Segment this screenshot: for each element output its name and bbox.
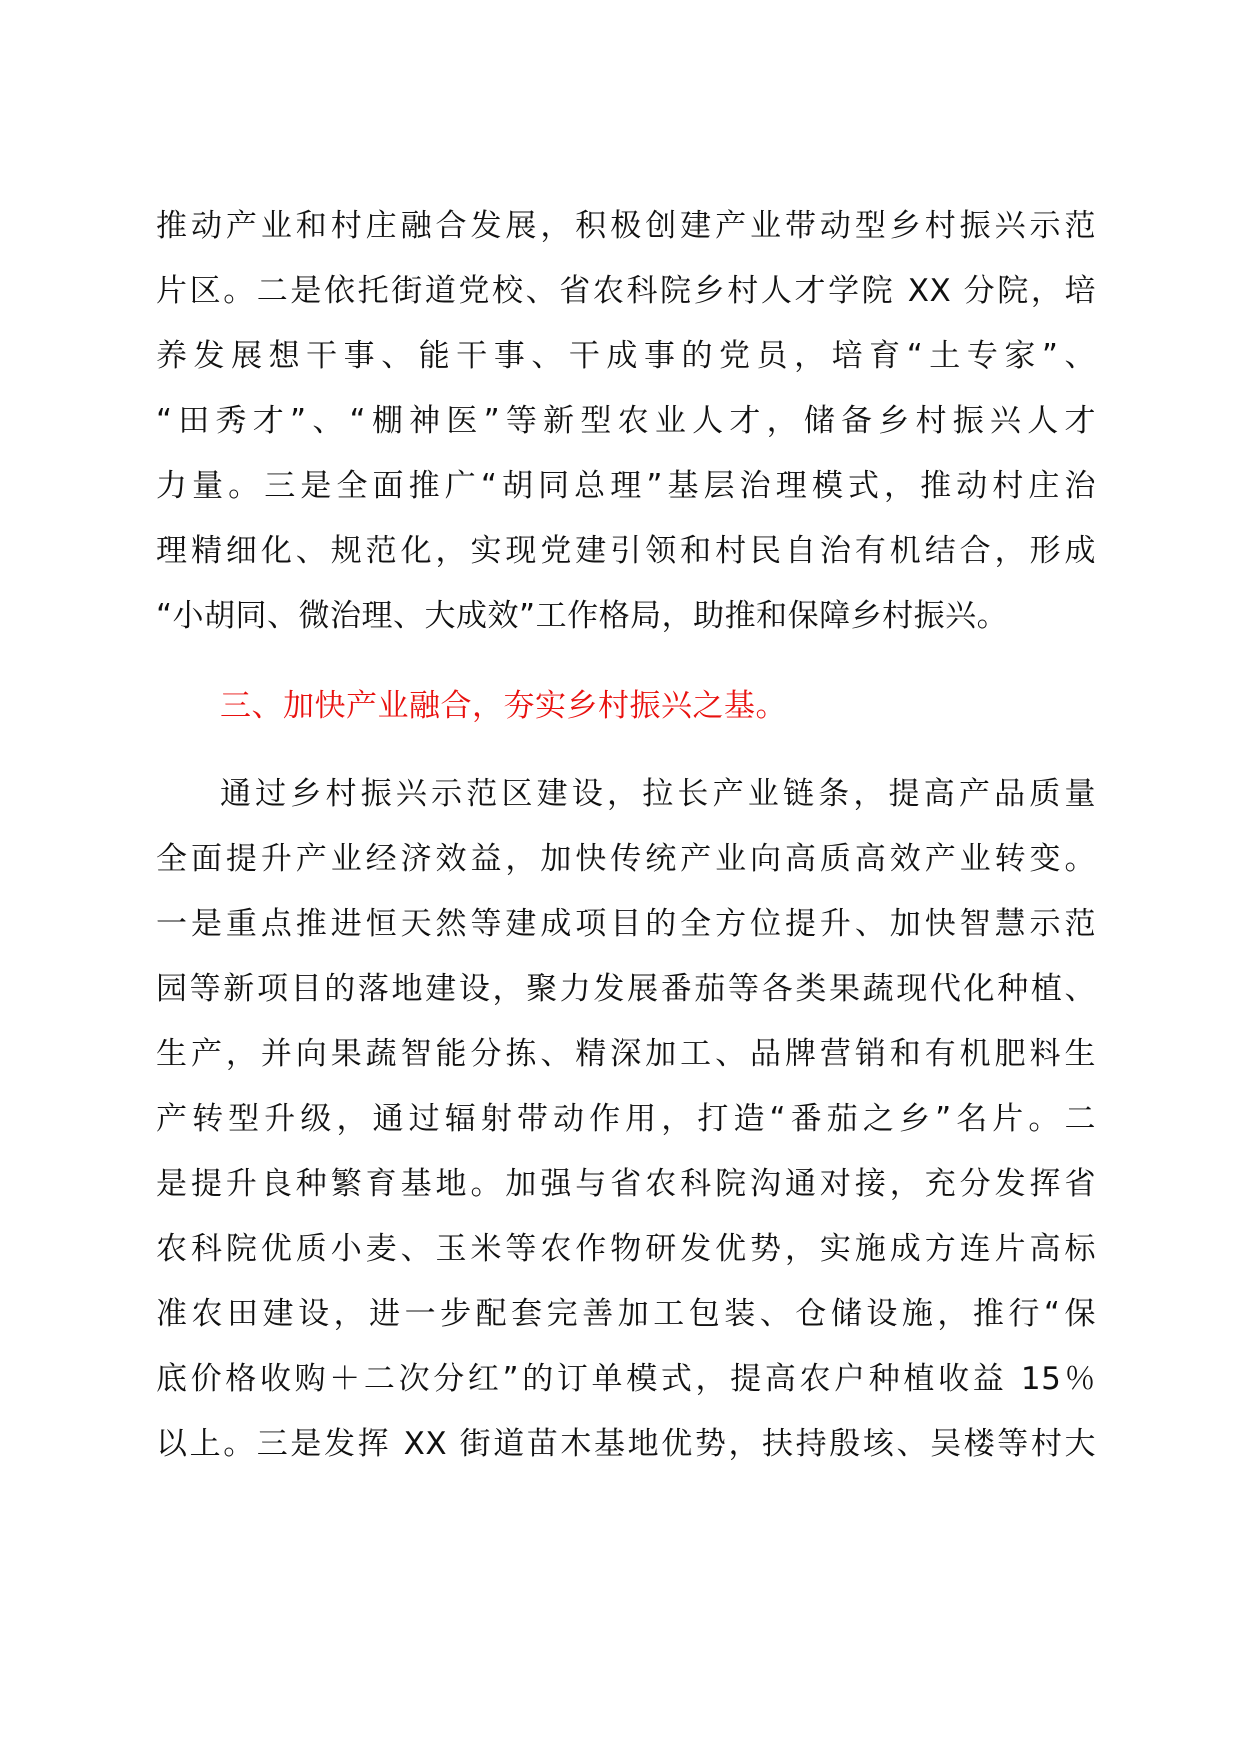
text-line: 力量。三是全面推广“胡同总理”基层治理模式，推动村庄治 [156,468,1096,504]
text-line: 底价格收购＋二次分红”的订单模式，提高农户种植收益 15％ [156,1361,1096,1397]
text-line: “小胡同、微治理、大成效”工作格局，助推和保障乡村振兴。 [156,598,1009,634]
text-line: 理精细化、规范化，实现党建引领和村民自治有机结合，形成 [156,533,1096,569]
text-line: 产转型升级，通过辐射带动作用，打造“番茄之乡”名片。二 [156,1101,1096,1137]
text-line: 生产，并向果蔬智能分拣、精深加工、品牌营销和有机肥料生 [156,1036,1096,1072]
text-line: 通过乡村振兴示范区建设，拉长产业链条，提高产品质量 [220,776,1096,812]
text-line: 一是重点推进恒天然等建成项目的全方位提升、加快智慧示范 [156,906,1096,942]
document-body [156,194,1096,1477]
text-line: 推动产业和村庄融合发展，积极创建产业带动型乡村振兴示范 [156,208,1096,244]
text-line: 以上。三是发挥 XX 街道苗木基地优势，扶持殷垓、吴楼等村大 [156,1426,1096,1462]
text-line: 片区。二是依托街道党校、省农科院乡村人才学院 XX 分院，培 [156,273,1096,309]
paragraph-rural-talent-governance [156,194,1096,649]
text-line: 农科院优质小麦、玉米等农作物研发优势，实施成方连片高标 [156,1231,1096,1267]
text-line: 园等新项目的落地建设，聚力发展番茄等各类果蔬现代化种植、 [156,971,1096,1007]
text-line: 养发展想干事、能干事、干成事的党员，培育“土专家”、 [156,338,1096,374]
text-line: “田秀才”、“棚神医”等新型农业人才，储备乡村振兴人才 [156,403,1096,439]
text-line: 是提升良种繁育基地。加强与省农科院沟通对接，充分发挥省 [156,1166,1096,1202]
text-line: 准农田建设，进一步配套完善加工包装、仓储设施，推行“保 [156,1296,1096,1332]
text-line: 全面提升产业经济效益，加快传统产业向高质高效产业转变。 [156,841,1096,877]
section-heading: 三、加快产业融合，夯实乡村振兴之基。 [220,688,787,724]
paragraph-industry-integration [156,762,1096,1477]
